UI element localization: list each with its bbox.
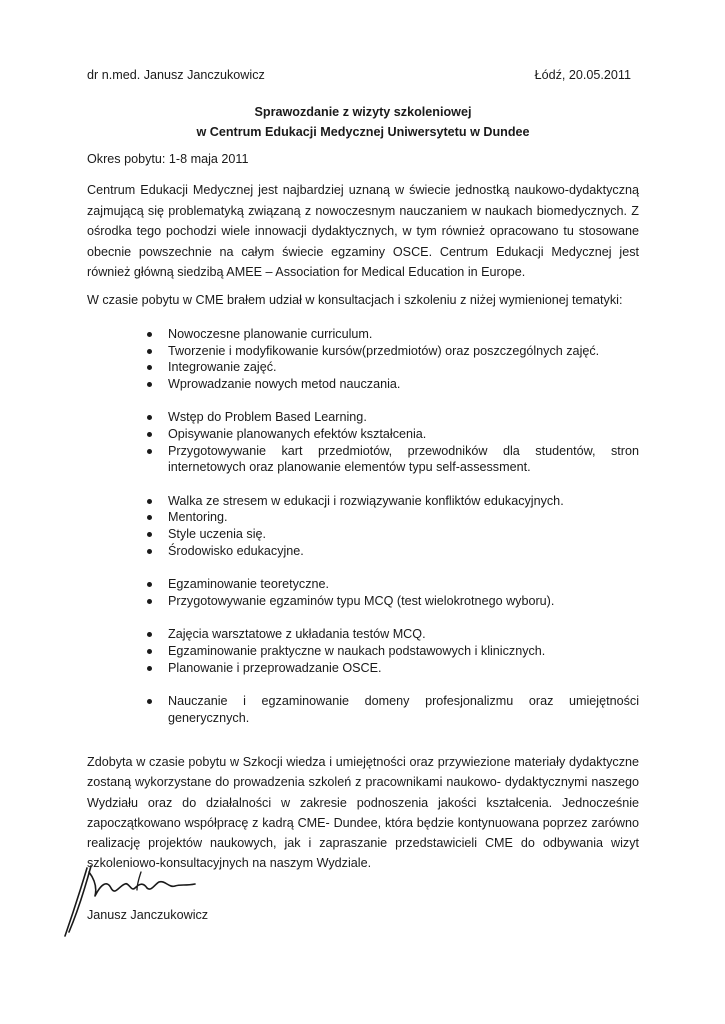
topic-item: Nauczanie i egzaminowanie domeny profesjonalizmu oraz umiejętności generycznych. <box>143 693 639 726</box>
list-intro-paragraph: W czasie pobytu w CME brałem udział w konsultacjach i szkoleniu z niżej wymienionej tematyki: <box>87 293 623 307</box>
handwritten-signature-icon <box>55 858 205 938</box>
document-title <box>87 102 639 142</box>
stay-period: Okres pobytu: 1-8 maja 2011 <box>87 152 249 166</box>
topic-item: Tworzenie i modyfikowanie kursów(przedmiotów) oraz poszczególnych zajęć. <box>143 343 639 360</box>
topic-item: Opisywanie planowanych efektów kształcenia. <box>143 426 639 443</box>
topic-group <box>143 409 639 475</box>
document-header <box>87 68 639 86</box>
topic-item: Integrowanie zajęć. <box>143 359 639 376</box>
topic-group <box>143 576 639 609</box>
topic-item: Przygotowywanie egzaminów typu MCQ (test wielokrotnego wyboru). <box>143 593 639 610</box>
conclusion-paragraph: Zdobyta w czasie pobytu w Szkocji wiedza i umiejętności oraz przywiezione materiały dydaktyczne zostaną wykorzystane do prowadzenia szkoleń z pracownikami naukowo- dydaktycznymi naszego Wydziału oraz do działalności w zakresie podnoszenia jakości kształcenia. Jednocześnie zapoczątkowano współpracę z kadrą CME- Dundee, która będzie kontynuowana poprzez zarówno realizację projektów naukowych, jak i zapraszanie przedstawicieli CME do odbywania wizyt szkoleniowo-konsultacyjnych na naszym Wydziale. <box>87 755 639 871</box>
signer-name: Janusz Janczukowicz <box>87 908 209 922</box>
place-date: Łódź, 20.05.2011 <box>534 68 631 82</box>
topic-item: Mentoring. <box>143 509 639 526</box>
topic-item: Zajęcia warsztatowe z układania testów MCQ. <box>143 626 639 643</box>
topic-item: Wprowadzanie nowych metod nauczania. <box>143 376 639 393</box>
author-name: dr n.med. Janusz Janczukowicz <box>87 68 265 82</box>
title-line-2: w Centrum Edukacji Medycznej Uniwersytetu w Dundee <box>196 125 530 139</box>
topic-item: Wstęp do Problem Based Learning. <box>143 409 639 426</box>
topic-item: Walka ze stresem w edukacji i rozwiązywanie konfliktów edukacyjnych. <box>143 493 639 510</box>
topic-group <box>143 626 639 676</box>
topic-item: Egzaminowanie teoretyczne. <box>143 576 639 593</box>
topic-item: Przygotowywanie kart przedmiotów, przewodników dla studentów, stron internetowych oraz planowanie elementów typu self-assessment. <box>143 443 639 476</box>
topic-group <box>143 326 639 392</box>
topic-item: Style uczenia się. <box>143 526 639 543</box>
topic-item: Egzaminowanie praktyczne w naukach podstawowych i klinicznych. <box>143 643 639 660</box>
topic-group <box>143 693 639 726</box>
title-line-1: Sprawozdanie z wizyty szkoleniowej <box>254 105 472 119</box>
topic-group <box>143 493 639 559</box>
topic-item: Planowanie i przeprowadzanie OSCE. <box>143 660 639 677</box>
topic-item: Nowoczesne planowanie curriculum. <box>143 326 639 343</box>
topic-item: Środowisko edukacyjne. <box>143 543 639 560</box>
topic-list <box>143 326 639 743</box>
intro-paragraph: Centrum Edukacji Medycznej jest najbardziej uznaną w świecie jednostką naukowo-dydaktyczną zajmującą się problematyką związaną z nowoczesnym nauczaniem w naukach biomedycznych. Z ośrodka tego pochodzi wiele innowacji dydaktycznych, w tym również opracowano tu stosowane obecnie powszechnie na całym świecie egzaminy OSCE. Centrum Edukacji Medycznej jest również główną siedzibą AMEE – Association for Medical Education in Europe. <box>87 183 639 279</box>
